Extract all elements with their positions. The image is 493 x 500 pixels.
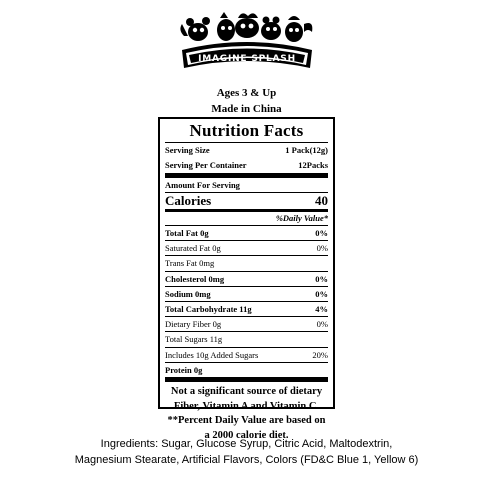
nutrient-row (165, 272, 328, 286)
nutrient-daily-value: 0% (316, 243, 328, 254)
thick-divider (165, 377, 328, 382)
nutrient-label: Trans Fat 0mg (165, 258, 215, 269)
calories-row (165, 193, 328, 209)
calories-value: 40 (315, 193, 328, 208)
nutrient-row (165, 241, 328, 255)
age-recommendation: Ages 3 & Up (216, 87, 277, 99)
nutrient-label: Sodium 0mg (165, 288, 211, 299)
serving-size-value: 1 Pack(12g) (285, 145, 328, 155)
nutrient-label: Cholesterol 0mg (165, 273, 225, 284)
nutrient-row (165, 302, 328, 316)
brand-logo-text: IMAGINE SPLASH (198, 54, 296, 64)
nutrient-label: Total Sugars 11g (165, 334, 223, 345)
serving-size-row (165, 143, 328, 158)
amount-per-serving-label: Amount For Serving (165, 180, 240, 190)
nutrition-facts-title: Nutrition Facts (189, 121, 304, 140)
country-of-origin: Made in China (211, 103, 282, 115)
nutrient-list (165, 226, 328, 377)
footnote-significance: Not a significant source of dietary Fiber, Vitamin A and Vitamin C. (170, 386, 323, 412)
nutrient-daily-value: 4% (315, 304, 328, 315)
nutrient-daily-value: 0% (316, 319, 328, 330)
servings-per-container-label: Serving Per Container (165, 160, 247, 170)
nutrient-label: Total Carbohydrate 11g (165, 304, 252, 315)
servings-per-container-row (165, 158, 328, 173)
nutrient-label: Saturated Fat 0g (165, 243, 221, 254)
brand-logo (176, 10, 318, 74)
serving-size-label: Serving Size (165, 145, 210, 155)
nutrient-row (165, 332, 328, 346)
nutrient-row (165, 363, 328, 377)
nutrient-label: Includes 10g Added Sugars (165, 349, 259, 360)
nutrient-label: Dietary Fiber 0g (165, 319, 222, 330)
daily-value-header: %Daily Value* (275, 213, 328, 223)
nutrient-daily-value: 0% (315, 288, 328, 299)
servings-per-container-value: 12Packs (298, 160, 328, 170)
nutrient-row (165, 348, 328, 362)
calories-label: Calories (165, 193, 212, 208)
nutrient-daily-value: 20% (312, 349, 328, 360)
footnote-daily-value: **Percent Daily Value are based on a 2000 calorie diet. (167, 415, 326, 441)
nutrient-row (165, 226, 328, 240)
nutrient-daily-value: 0% (315, 228, 328, 238)
nutrient-row (165, 256, 328, 270)
nutrient-row (165, 287, 328, 301)
nutrient-row (165, 317, 328, 331)
nutrition-facts-panel (158, 117, 335, 441)
ingredients-line: Magnesium Stearate, Artificial Flavors, Colors (FD&C Blue 1, Yellow 6) (74, 454, 419, 466)
nutrient-label: Protein 0g (165, 364, 203, 375)
nutrient-daily-value: 0% (315, 273, 328, 284)
ingredients-line: Ingredients: Sugar, Glucose Syrup, Citric Acid, Maltodextrin, (100, 438, 393, 450)
ingredients-statement (0, 436, 493, 468)
nutrient-label: Total Fat 0g (165, 228, 209, 238)
